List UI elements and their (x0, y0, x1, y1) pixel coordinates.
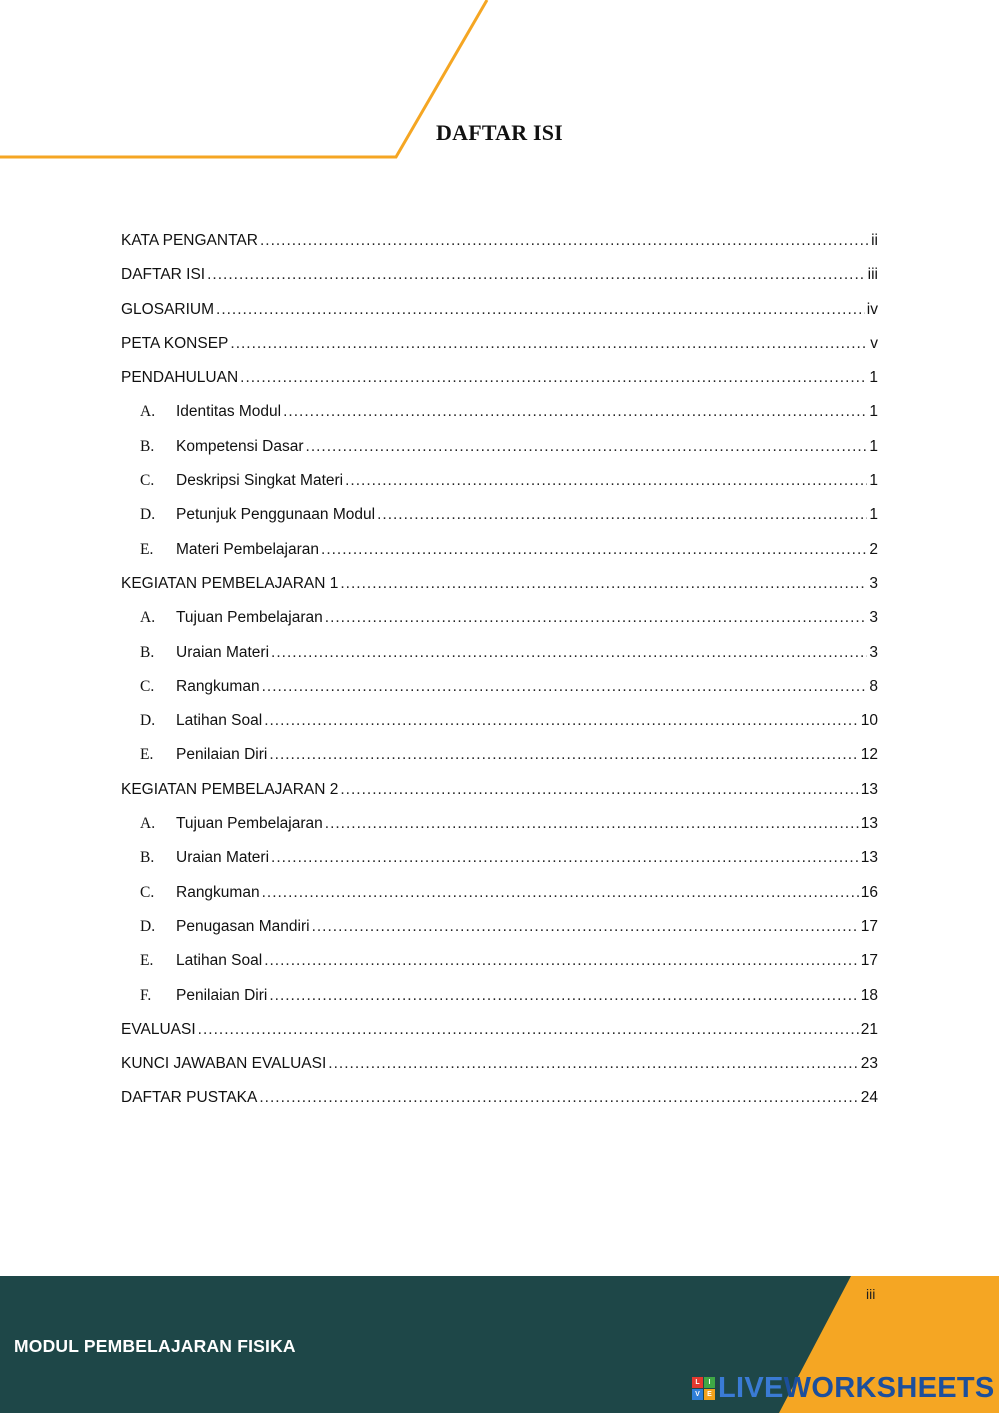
toc-entry-label: Deskripsi Singkat Materi (176, 472, 344, 490)
toc-entry[interactable] (121, 1081, 878, 1115)
page-number: iii (866, 1286, 876, 1302)
toc-entry-label: Rangkuman (176, 883, 260, 901)
toc-entry-letter: D. (140, 917, 156, 935)
table-of-contents (121, 224, 878, 1116)
toc-entry-label: Identitas Modul (176, 403, 282, 421)
toc-entry-page: 21 (860, 1020, 878, 1038)
toc-dot-leader (325, 807, 859, 841)
toc-entry-letter: D. (140, 712, 156, 730)
toc-entry-page: 1 (869, 403, 878, 421)
toc-entry-label: Kompetensi Dasar (176, 437, 304, 455)
toc-entry-page: 13 (860, 815, 878, 833)
toc-entry-page: 23 (860, 1055, 878, 1073)
toc-dot-leader (377, 498, 867, 532)
toc-entry-letter: C. (140, 883, 155, 901)
toc-dot-leader (328, 1047, 858, 1081)
toc-dot-leader (262, 876, 859, 910)
toc-dot-leader (271, 636, 867, 670)
toc-entry-page: 18 (860, 986, 878, 1004)
toc-entry[interactable] (121, 498, 878, 532)
toc-entry-page: 1 (869, 437, 878, 455)
toc-entry-label: DAFTAR PUSTAKA (121, 1089, 258, 1107)
toc-entry[interactable] (121, 464, 878, 498)
toc-entry-page: 8 (869, 677, 878, 695)
toc-dot-leader (216, 293, 865, 327)
toc-dot-leader (269, 979, 858, 1013)
toc-entry-page: 16 (860, 883, 878, 901)
module-title: MODUL PEMBELAJARAN FISIKA (14, 1336, 296, 1356)
toc-entry-page: 1 (869, 369, 878, 387)
toc-entry-label: KEGIATAN PEMBELAJARAN 2 (121, 780, 339, 798)
toc-entry-page: ii (871, 232, 878, 249)
toc-entry-label: Uraian Materi (176, 643, 270, 661)
toc-entry-page: iii (867, 266, 878, 284)
toc-entry[interactable] (121, 670, 878, 704)
toc-entry-label: KATA PENGANTAR (121, 232, 258, 249)
toc-entry-page: 3 (869, 574, 878, 592)
toc-entry-page: 3 (869, 609, 878, 627)
toc-entry-label: Uraian Materi (176, 849, 270, 867)
toc-entry[interactable] (121, 258, 878, 292)
toc-entry-page: 1 (869, 472, 878, 490)
toc-entry-letter: B. (140, 643, 155, 661)
toc-entry[interactable] (121, 704, 878, 738)
toc-entry[interactable] (121, 361, 878, 395)
toc-entry[interactable] (121, 567, 878, 601)
toc-entry-page: 17 (860, 952, 878, 970)
toc-dot-leader (207, 258, 866, 292)
toc-entry-label: PENDAHULUAN (121, 369, 239, 387)
toc-entry-letter: E. (140, 540, 154, 558)
toc-dot-leader (312, 910, 859, 944)
toc-entry-page: v (870, 334, 878, 352)
toc-entry-label: Rangkuman (176, 677, 260, 695)
toc-entry-letter: E. (140, 746, 154, 764)
toc-entry-label: Latihan Soal (176, 952, 263, 970)
toc-entry[interactable] (121, 533, 878, 567)
toc-entry-label: Penilaian Diri (176, 986, 268, 1004)
toc-dot-leader (240, 361, 867, 395)
toc-entry[interactable] (121, 430, 878, 464)
toc-entry-letter: A. (140, 403, 156, 421)
toc-dot-leader (321, 533, 867, 567)
toc-entry-page: 13 (860, 780, 878, 798)
toc-dot-leader (264, 704, 859, 738)
toc-entry-label: Penilaian Diri (176, 746, 268, 764)
toc-entry-label: Materi Pembelajaran (176, 540, 320, 558)
toc-entry-label: Tujuan Pembelajaran (176, 815, 323, 833)
toc-dot-leader (271, 841, 859, 875)
toc-entry-letter: A. (140, 609, 156, 627)
toc-entry-page: 2 (869, 540, 878, 558)
watermark-text-worksheets: WORKSHEETS (783, 1371, 995, 1404)
toc-entry-page: 13 (860, 849, 878, 867)
toc-entry[interactable] (121, 738, 878, 772)
toc-entry[interactable] (121, 807, 878, 841)
toc-entry-label: PETA KONSEP (121, 334, 229, 352)
toc-dot-leader (259, 1081, 858, 1115)
toc-entry[interactable] (121, 910, 878, 944)
watermark-text-live: LIVE (718, 1371, 784, 1404)
toc-entry-label: KEGIATAN PEMBELAJARAN 1 (121, 574, 339, 592)
toc-entry[interactable] (121, 327, 878, 361)
toc-entry[interactable] (121, 979, 878, 1013)
toc-dot-leader (306, 430, 868, 464)
toc-dot-leader (283, 395, 867, 429)
toc-entry-letter: E. (140, 952, 154, 970)
toc-entry-label: EVALUASI (121, 1020, 196, 1038)
toc-dot-leader (260, 224, 869, 258)
toc-entry-page: 17 (860, 917, 878, 935)
toc-dot-leader (264, 944, 859, 978)
toc-dot-leader (262, 670, 868, 704)
toc-entry-page: 12 (860, 746, 878, 764)
toc-entry[interactable] (121, 224, 878, 258)
toc-entry-page: 10 (860, 712, 878, 730)
toc-entry[interactable] (121, 944, 878, 978)
toc-entry-letter: A. (140, 815, 156, 833)
toc-dot-leader (269, 738, 858, 772)
toc-entry[interactable] (121, 876, 878, 910)
toc-entry-label: Penugasan Mandiri (176, 917, 310, 935)
toc-dot-leader (340, 773, 858, 807)
liveworksheets-watermark (692, 1371, 995, 1404)
toc-dot-leader (340, 567, 867, 601)
toc-entry[interactable] (121, 1013, 878, 1047)
toc-entry-page: 1 (869, 506, 878, 524)
toc-entry[interactable] (121, 1047, 878, 1081)
toc-entry-letter: B. (140, 437, 155, 455)
toc-dot-leader (345, 464, 867, 498)
toc-entry-page: iv (866, 300, 878, 318)
toc-entry-label: KUNCI JAWABAN EVALUASI (121, 1055, 327, 1073)
toc-entry-label: Latihan Soal (176, 712, 263, 730)
toc-entry[interactable] (121, 773, 878, 807)
page-title: DAFTAR ISI (436, 120, 563, 145)
toc-entry-letter: B. (140, 849, 155, 867)
liveworksheets-logo-icon: L I V E (692, 1377, 715, 1400)
toc-entry[interactable] (121, 395, 878, 429)
toc-entry-letter: C. (140, 677, 155, 695)
toc-entry[interactable] (121, 601, 878, 635)
toc-entry[interactable] (121, 636, 878, 670)
toc-entry-letter: C. (140, 472, 155, 490)
toc-entry-page: 3 (869, 643, 878, 661)
toc-entry[interactable] (121, 293, 878, 327)
toc-entry-page: 24 (860, 1089, 878, 1107)
toc-dot-leader (325, 601, 868, 635)
toc-entry-label: Tujuan Pembelajaran (176, 609, 323, 627)
toc-entry-label: Petunjuk Penggunaan Modul (176, 506, 376, 524)
toc-entry-label: DAFTAR ISI (121, 266, 206, 284)
toc-entry-letter: F. (140, 986, 152, 1004)
toc-entry-label: GLOSARIUM (121, 300, 215, 318)
toc-entry-letter: D. (140, 506, 156, 524)
toc-dot-leader (230, 327, 868, 361)
toc-entry[interactable] (121, 841, 878, 875)
toc-dot-leader (198, 1013, 859, 1047)
